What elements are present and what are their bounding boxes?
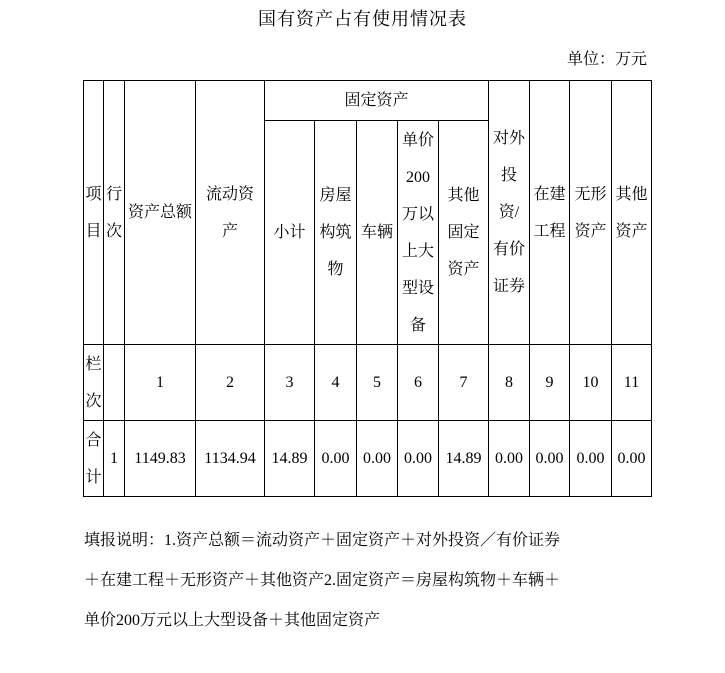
external-investment-value: 0.00 [489,421,530,497]
column-index-11: 11 [612,345,652,421]
column-index-line-no [104,345,125,421]
col-header-fixed-subtotal: 小计 [265,121,315,345]
col-header-large-equipment: 单价200万以上大型设备 [398,121,439,345]
col-header-construction-in-progress: 在建工程 [530,81,570,345]
unit-label: 单位：万元 [566,51,647,68]
total-line-no: 1 [104,421,125,497]
other-assets-value: 0.00 [612,421,652,497]
column-index-label: 栏次 [84,345,104,421]
vehicles-value: 0.00 [357,421,398,497]
col-header-external-investment: 对外投资/有价证券 [489,81,530,345]
current-assets-value: 1134.94 [196,421,265,497]
column-index-5: 5 [357,345,398,421]
document-page [0,7,725,673]
col-header-total-assets: 资产总额 [125,81,196,345]
column-index-row [84,345,652,421]
column-index-1: 1 [125,345,196,421]
column-index-8: 8 [489,345,530,421]
column-index-7: 7 [439,345,489,421]
column-index-2: 2 [196,345,265,421]
col-group-fixed-assets: 固定资产 [265,81,489,121]
col-header-line-no: 行次 [104,81,125,345]
total-row-label: 合计 [84,421,104,497]
fixed-subtotal-value: 14.89 [265,421,315,497]
col-header-buildings: 房屋构筑物 [315,121,357,345]
filling-instructions: 填报说明：1.资产总额＝流动资产＋固定资产＋对外投资／有价证券＋在建工程＋无形资产＋其他资产2.固定资产＝房屋构筑物＋车辆＋单价200万元以上大型设备＋其他固定资产 [84,532,561,629]
col-header-current-assets: 流动资产 [196,81,265,345]
col-header-other-fixed-assets: 其他固定资产 [439,121,489,345]
other-fixed-assets-value: 14.89 [439,421,489,497]
buildings-value: 0.00 [315,421,357,497]
col-header-item: 项目 [84,81,104,345]
construction-in-progress-value: 0.00 [530,421,570,497]
total-assets-value: 1149.83 [125,421,196,497]
col-header-intangible-assets: 无形资产 [570,81,612,345]
intangible-assets-value: 0.00 [570,421,612,497]
column-index-6: 6 [398,345,439,421]
column-index-4: 4 [315,345,357,421]
column-index-10: 10 [570,345,612,421]
column-index-3: 3 [265,345,315,421]
column-index-9: 9 [530,345,570,421]
col-header-other-assets: 其他资产 [612,81,652,345]
total-row [84,421,652,497]
header-row-1 [84,81,652,121]
assets-table [83,80,652,497]
document-title: 国有资产占有使用情况表 [258,9,467,29]
col-header-vehicles: 车辆 [357,121,398,345]
large-equipment-value: 0.00 [398,421,439,497]
